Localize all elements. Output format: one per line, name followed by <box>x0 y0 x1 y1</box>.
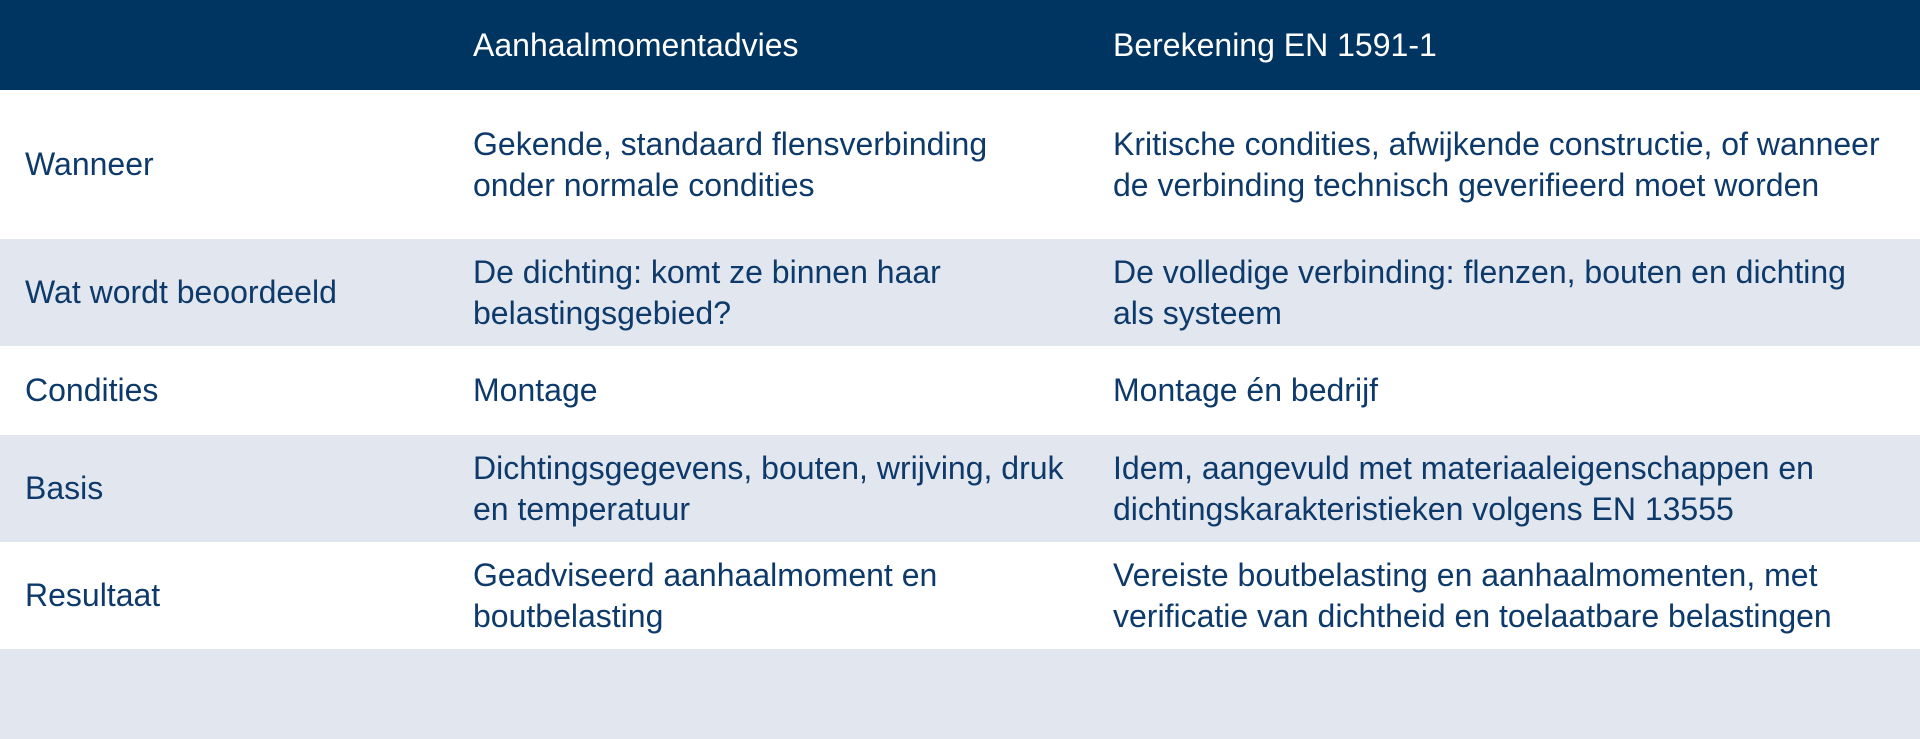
row-label: Wat wordt beoordeeld <box>25 274 337 310</box>
table-row <box>0 542 1920 649</box>
table-row <box>0 346 1920 435</box>
table-row <box>0 90 1920 239</box>
row-label: Condities <box>25 372 159 408</box>
header-aanhaalmomentadvies: Aanhaalmomentadvies <box>473 27 799 63</box>
table-header <box>0 0 1920 90</box>
row-label: Basis <box>25 470 104 506</box>
table-footer-area <box>0 649 1920 739</box>
berekening-cell: De volledige verbinding: flenzen, bouten en dichting als systeem <box>1113 253 1846 331</box>
table-row <box>0 239 1920 346</box>
row-label: Resultaat <box>25 577 161 613</box>
row-label: Wanneer <box>25 146 154 182</box>
advies-cell: Geadviseerd aanhaalmoment en boutbelasting <box>473 556 938 634</box>
table-row <box>0 435 1920 542</box>
advies-cell: De dichting: komt ze binnen haar belastingsgebied? <box>473 253 941 331</box>
advies-cell: Dichtingsgegevens, bouten, wrijving, druk en temperatuur <box>473 449 1064 527</box>
berekening-cell: Vereiste boutbelasting en aanhaalmomenten, met verificatie van dichtheid en toelaatbare belastingen <box>1113 556 1832 634</box>
berekening-cell: Montage én bedrijf <box>1113 372 1379 408</box>
berekening-cell: Idem, aangevuld met materiaaleigenschappen en dichtingskarakteristieken volgens EN 13555 <box>1113 449 1814 527</box>
advies-cell: Montage <box>473 372 598 408</box>
berekening-cell: Kritische condities, afwijkende constructie, of wanneer de verbinding technisch geverifieerd moet worden <box>1113 125 1880 203</box>
header-berekening: Berekening EN 1591-1 <box>1113 27 1437 63</box>
advies-cell: Gekende, standaard flensverbinding onder normale condities <box>473 125 988 203</box>
